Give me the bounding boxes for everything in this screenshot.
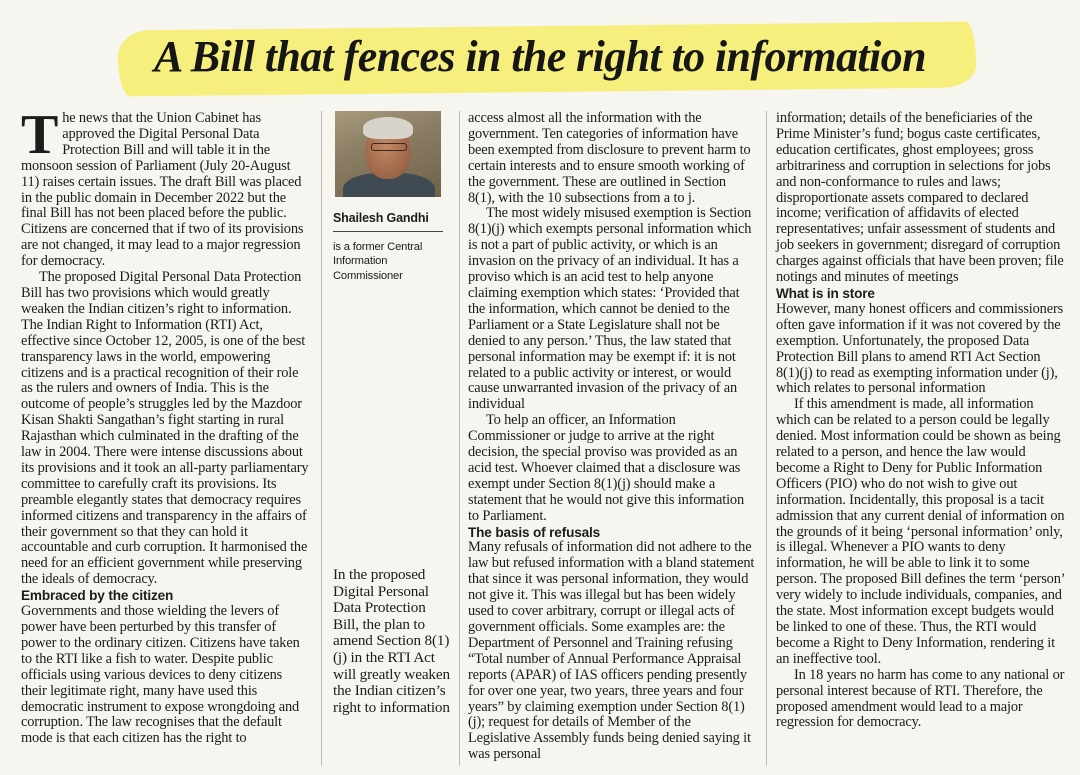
intro-text: he news that the Union Cabinet has approved the Digital Personal Data Protection Bill and will table it in the monsoon session of Parliament (July 20-August 11) raises certain issues. The draft Bill was placed in the public domain in December 2022 but the final Bill has not been placed before the public. Citizens are concerned that if two of its provisions are not changed, it may lead to a major regression for democracy. [21, 110, 304, 270]
paragraph: The most widely misused exemption is Section 8(1)(j) which exempts personal information which is not a part of public activity, or which is an invasion on the privacy of an individual. It has a proviso which is an acid test to help anyone claiming exemption which states: ‘Provided that the information, which cannot be denied to the Parliament or a State Legislature shall not be denied to any person.’ Thus, the law stated that personal information may be exempt if: it is not related to a public activity or interest, or would cause unwarranted invasion of the privacy of an individual [468, 205, 752, 413]
column-divider [321, 111, 322, 766]
author-photo [335, 111, 441, 197]
paragraph: To help an officer, an Information Commissioner or judge to arrive at the right decision, the special proviso was provided as an acid test. Whoever claimed that a disclosure was exempt under Section 8(1)(j) should make a statement that he would not give this information to Parliament. [468, 412, 745, 524]
subheading: Embraced by the citizen [21, 588, 174, 604]
paragraph: Governments and those wielding the levers of power have been perturbed by this transfer of power to the ordinary citizen. Citizens have taken to the RTI like a fish to water. Despite public officials using various devices to deny citizens their legitimate right, many have used this democratic instrument to expose wrongdoing and corruption. The law recognises that the default mode is that each citizen has the right to [21, 603, 300, 747]
author-column [333, 111, 451, 775]
author-bio: is a former Central Information Commissioner [333, 240, 423, 282]
author-name: Shailesh Gandhi [333, 211, 443, 232]
article-column-3 [468, 111, 756, 763]
subheading: The basis of refusals [468, 524, 601, 540]
article-column-1 [21, 104, 310, 747]
paragraph: information; details of the beneficiaries of the Prime Minister’s fund; bogus caste certificates, education certificates, ghost employees; gross arbitrariness and corruption in selections for jobs and non-conformance to rules and laws; disproportionate assets compared to declared income; verification of affidavits of elected representatives; unfair assessment of students and job seekers in government; disregard of corruption charges against officials that have been proven; file notings and minutes of meetings [776, 110, 1064, 286]
article-column-4 [776, 111, 1066, 731]
paragraph: access almost all the information with the government. Ten categories of information have been exempted from disclosure to prevent harm to certain interests and to ensure smooth working of the government. These are outlined in Section 8(1), with the 10 subsections from a to j. [468, 110, 751, 206]
paragraph: The proposed Digital Personal Data Protection Bill has two provisions which would greatly weaken the Indian citizen’s right to information. The Indian Right to Information (RTI) Act, effective since October 12, 2005, is one of the best transparency laws in the world, empowering citizens and is a practical recognition of their role as the rulers and owners of India. This is the outcome of people’s struggles led by the Mazdoor Kisan Shakti Sangathan’s fight starting in rural Rajasthan which culminated in the drafting of the law in 2004. There were intense discussions about its provisions and it took an all-party parliamentary committee to carefully craft its provisions. Its preamble elegantly states that democracy requires informed citizens and transparency in the affairs of their government so that they can hold it accountable and curb corruption. It harmonised the need for an efficient government while preserving the ideals of democracy. [21, 269, 309, 588]
intro-paragraph [21, 104, 310, 270]
headline: A Bill that fences in the right to information [154, 32, 926, 81]
paragraph: Many refusals of information did not adhere to the law but refused information with a bland statement that since it was personal information, they would not give it. This was illegal but has been widely used to cover arbitrary, corrupt or illegal acts of government officials. Some examples are: the Department of Personnel and Training refusing “Total number of Annual Performance Appraisal reports (APAR) of IAS officers pending presently for over one year, two years, three years and four years” by claiming exemption under Section 8(1)(j); request for details of Member of the Legislative Assembly funds being denied saying it was personal [468, 539, 755, 763]
column-divider [766, 111, 767, 766]
column-divider [459, 111, 460, 766]
paragraph: However, many honest officers and commissioners often gave information if it was not covered by the exemption. Unfortunately, the proposed Data Protection Bill plans to amend RTI Act Section 8(1)(j) to read as exempting information under (j), which relates to personal information [776, 300, 1064, 397]
subheading: What is in store [776, 285, 875, 301]
headline-banner [0, 0, 1080, 100]
drop-cap: T [21, 104, 59, 166]
paragraph: In 18 years no harm has come to any national or personal interest because of RTI. Therefore, the proposed amendment would lead to a major regression for democracy. [776, 666, 1065, 731]
pull-quote: In the proposed Digital Personal Data Protection Bill, the plan to amend Section 8(1)(j) in the RTI Act will greatly weaken the Indian citizen’s right to information [333, 566, 450, 716]
paragraph: If this amendment is made, all information which can be related to a person could be legally denied. Most information could be shown as being related to a person, and hence the law would become a Right to Deny for Public Information Officers (PIO) who do not wish to give out information. Incidentally, this proposal is a tacit admission that any current denial of information on the grounds of it being ‘personal information’ only, is illegal. Whenever a PIO wants to deny information, he will be able to link it to some person. The proposed Bill defines the term ‘person’ very widely to include individuals, companies, and the state. Most information except budgets would be linked to one of these. Thus, the RTI would become a Right to Deny Information, rendering it an ineffective tool. [776, 396, 1065, 667]
